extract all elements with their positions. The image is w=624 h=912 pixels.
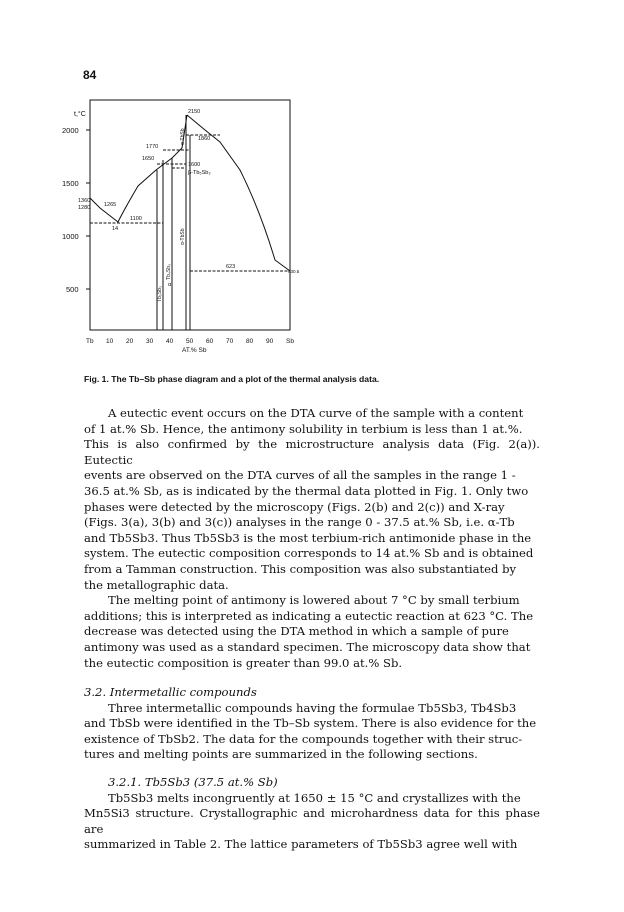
line-p1-2: of 1 at.% Sb. Hence, the antimony solubility in terbium is less than 1 at.%. bbox=[84, 421, 523, 436]
x-tick-80: 80 bbox=[246, 338, 254, 345]
body-text bbox=[84, 406, 540, 853]
line-p1-3: This is also confirmed by the microstructure analysis data (Fig. 2(a)). Eutectic bbox=[84, 437, 540, 467]
label-6305: 630.5 bbox=[288, 269, 300, 274]
label-623: 623 bbox=[226, 264, 236, 270]
label-tb4sb3: Tb₄Sb₃ bbox=[166, 263, 172, 280]
line-p4-1: Tb5Sb3 melts incongruently at 1650 ± 15 °C and crystallizes with the bbox=[108, 790, 521, 805]
line-p3-1: Three intermetallic compounds having the formulae Tb5Sb3, Tb4Sb3 bbox=[108, 700, 517, 715]
label-1360: 1360 bbox=[78, 198, 91, 204]
line-p1-6: phases were detected by the microscopy (Figs. 2(b) and 2(c)) and X-ray bbox=[84, 499, 505, 514]
section-heading-3-2-1: 3.2.1. Tb5Sb3 (37.5 at.% Sb) bbox=[108, 775, 278, 790]
y-tick-1000: 1000 bbox=[62, 232, 79, 241]
x-tick-40: 40 bbox=[166, 338, 174, 345]
x-tick-10: 10 bbox=[106, 338, 114, 345]
line-p4-3: summarized in Table 2. The lattice parameters of Tb5Sb3 agree well with bbox=[84, 837, 518, 852]
line-p1-1: A eutectic event occurs on the DTA curve of the sample with a content bbox=[108, 406, 524, 420]
y-axis-unit: t,°C bbox=[74, 111, 86, 118]
x-tick-sb: Sb bbox=[286, 338, 294, 345]
x-tick-30: 30 bbox=[146, 338, 154, 345]
label-tb5sb3: Tb₅Sb₃ bbox=[157, 285, 163, 302]
y-tick-1500: 1500 bbox=[62, 179, 79, 188]
line-p2-3: decrease was detected using the DTA method in which a sample of pure bbox=[84, 624, 509, 639]
label-tbsb-lower: α-TbSb bbox=[180, 228, 186, 245]
line-p1-8: and Tb5Sb3. Thus Tb5Sb3 is the most terbium-rich antimonide phase in the bbox=[84, 530, 532, 545]
line-p1-5: 36.5 at.% Sb, as is indicated by the thermal data plotted in Fig. 1. Only two bbox=[84, 483, 529, 498]
x-tick-labels bbox=[86, 338, 294, 345]
figure-caption: Fig. 1. The Tb–Sb phase diagram and a plot of the thermal analysis data. bbox=[84, 374, 380, 384]
line-p2-2: additions; this is interpreted as indicating a eutectic reaction at 623 °C. The bbox=[84, 608, 534, 623]
line-p2-4: antimony was used as a standard specimen. The microscopy data show that bbox=[84, 639, 531, 654]
label-1770: 1770 bbox=[146, 144, 159, 150]
line-p1-11: the metallographic data. bbox=[84, 577, 229, 592]
label-1650: 1650 bbox=[142, 156, 155, 162]
line-p3-4: tures and melting points are summarized in the following sections. bbox=[84, 747, 478, 762]
x-tick-20: 20 bbox=[126, 338, 134, 345]
line-p1-10: from a Tamman construction. This composition was also substantiated by bbox=[84, 561, 517, 576]
x-tick-70: 70 bbox=[226, 338, 234, 345]
label-tbsb-upper: α-TbSb bbox=[180, 128, 186, 145]
x-tick-60: 60 bbox=[206, 338, 214, 345]
line-p1-4: events are observed on the DTA curves of all the samples in the range 1 - bbox=[84, 468, 516, 483]
line-p1-9: system. The eutectic composition corresponds to 14 at.% Sb and is obtained bbox=[84, 546, 534, 561]
label-beta-tb5sb3: β-Tb₅Sb₃ bbox=[188, 170, 211, 176]
y-tick-500: 500 bbox=[66, 285, 79, 294]
diagram-annotations bbox=[78, 109, 300, 302]
label-2150: 2150 bbox=[188, 109, 201, 115]
label-1280: 1280 bbox=[78, 205, 91, 211]
line-p1-7: (Figs. 3(a), 3(b) and 3(c)) analyses in the range 0 - 37.5 at.% Sb, i.e. α-Tb bbox=[84, 515, 515, 530]
x-tick-50: 50 bbox=[186, 338, 194, 345]
line-p3-3: existence of TbSb2. The data for the compounds together with their struc- bbox=[84, 731, 523, 746]
line-p4-2: Mn5Si3 structure. Crystallographic and microhardness data for this phase are bbox=[84, 806, 540, 836]
label-14: 14 bbox=[112, 226, 119, 232]
section-heading-3-2: 3.2. Intermetallic compounds bbox=[84, 685, 257, 700]
line-p2-5: the eutectic composition is greater than 99.0 at.% Sb. bbox=[84, 655, 403, 670]
label-1100: 1100 bbox=[130, 216, 142, 222]
label-1265: 1265 bbox=[104, 202, 117, 208]
line-p2-1: The melting point of antimony is lowered about 7 °C by small terbium bbox=[108, 593, 520, 608]
phase-diagram-figure bbox=[60, 90, 360, 370]
y-tick-2000: 2000 bbox=[62, 126, 79, 135]
label-1860: 1860 bbox=[198, 136, 211, 142]
label-alpha: α bbox=[168, 282, 172, 288]
line-p3-2: and TbSb were identified in the Tb–Sb system. There is also evidence for the bbox=[84, 716, 537, 731]
x-tick-tb: Tb bbox=[86, 338, 94, 345]
x-tick-90: 90 bbox=[266, 338, 274, 345]
page-number: 84 bbox=[83, 68, 97, 82]
x-axis-label: AT.% Sb bbox=[182, 347, 207, 354]
label-1600: 1600 bbox=[188, 162, 201, 168]
